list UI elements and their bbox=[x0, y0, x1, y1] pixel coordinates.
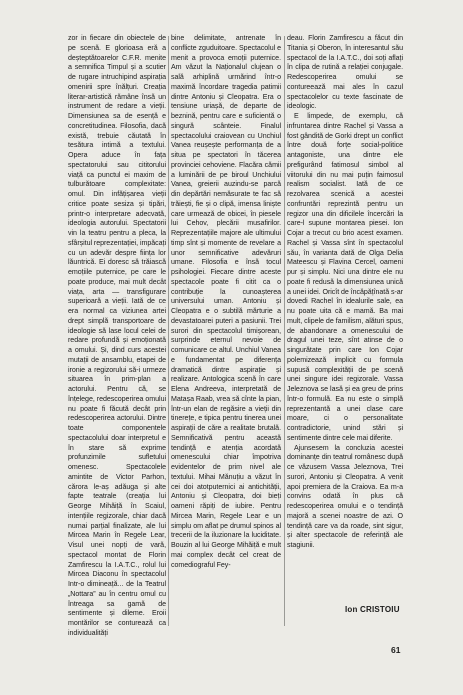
column-3-paragraph-1: deau. Florin Zamfirescu a făcut din Titania și Oberon, în interesantul său spectacol de la I.A.T.C., doi soți aflați în clipa de rutină a relației conjugale. Redescoperirea omului se contureează mai ales în cazul spectacolelor cu texte fascinate de ideologic. bbox=[287, 34, 403, 111]
column-3-paragraph-3: Ajunsesem la concluzia acestei dominanțe din teatrul românesc după ce văzusem Vassa Jeleznova, Trei surori, Antoniu și Cleopatra. A venit apoi premiera de la Craiova. Ea m-a convins odată în plus că redescoperirea omului e o tendință majoră a scenei noastre de azi. O tendință care va da roade, sint sigur, și alter spectacole de referință ale stagiunii. bbox=[287, 443, 403, 549]
column-divider-1 bbox=[168, 36, 169, 626]
author-signature: Ion CRISTOIU bbox=[345, 605, 400, 614]
text-column-1 bbox=[68, 34, 166, 637]
column-divider-2 bbox=[284, 36, 285, 626]
column-2-paragraph-1: bine delimitate, antrenate în conflicte zguduitoare. Spectacolul e menit a provoca emoții puternice. Am văzut la Naționalul clujean o sală arhiplină urmărind într-o maximă încordare tragedia patimii dintre Antoniu și Cleopatra. Era o tensiune uriașă, de departe de beznină, pentru care e suficientă o singură scânteie. Finalul spectacolului craiovean cu Unchiul Vanea reușește performanța de a situa pe spectatori în tăcerea provinciei cehoviene. Flacăra cămii a luminării de pe biroul Unchiului Vanea, greierii auzindu-se parcă din depărtări nemăsurate te fac să trăiești, fie și o clipă, imensa liniște care urmează de obicei, în piesele lui Cehov, plecării musafirilor. Reprezentațiile majore ale ultimului timp sînt și momente de revelare a unor semnificative adevăruri umane. Filosofia e însă tocul psihologiei. Fiecare dintre aceste spectacole poate fi citit ca o contribuție la cunoașterea universului uman. Antoniu și Cleopatra e o subtilă mărturie a devastatoarei puteri a pasiunii. Trei surori din spectacolul timișorean, surprinde eternul nevoie de comunicare ce altul. Unchiul Vanea e fundamentat pe diferența dramatică dintre aspirație și realizare. Antologica scenă în care Elena Andreeva, interpretată de Matașa Raab, vrea să cînte la pian, într-un elan de regăsire a vieții din tinerețe, e tipica pentru tinerea unei aspirații de căre a realitate brutală. Semnificativă pentru această tendință e atenția acordată omenescului chiar împotriva evidentelor de prim nivel ale textului. Mihai Mănuțiu a văzut în cei doi atotputernici ai antichității, Antoniu și Cleopatra, doi bieți oameni răpiți de iubire. Pentru Mircea Marin, Regele Lear e un simplu om aflat pe drumul spinos al trecerii de la iluzionare la luciditate. Bouzin al lui George Mihăiță e mult mai complex decât cel creat de comediograful Fey- bbox=[171, 34, 281, 569]
column-1-paragraph-1: zor in fiecare din obiectele de pe scenă. E glorioasa eră a deșteptătoarelor C.F.R. menite a semnifica Timpul și a scutier de rugare intruchipind aspirația omenirii spre înălțuri. Creația literar-artistică rămâne însă un instrument de redare a vieții. Dimensiunea sa de esență e concretitudinea. Filosofia, dacă există, trebuie căutată în tesătura intimă a textului. Opera aduce în fața spectatorului sau cititorului viață ca punctul ei maxim de tulburătoare complexitate: omul. Din infățișarea vieții critice poate sesiza și tipări, printr-o interpretare adecvată, ideologia autorului. Spectatorii vin la teatru pentru a pleca, la sfârșitul reprezentației, impăcați cu un adevăr despre ființa lor lăuntrică. Ei doresc să trăiască emoțiile puternice, pe care le poate produce, mai mult decât viața, arta — transfigurare superioară a vieții. Iată de ce era normal ca viziunea artei drept simplă transportoare de ideologie să lase locul celei de redare profundă și emoționată a omului. Și, dind curs acestei mutații de ansamblu, etapei de ironie a regizorului să-i urmeze situarea în prim-plan a actorului. Pentru că, se înțelege, redescoperirea omului nu poate fi făcută decât prin redescoperirea actorului. Dintre toate componentele spectacolului doar interpretul e în stare să exprime profunzimile sufletului omenesc. Spectacolele amintite de Victor Parhon, cărora le-aș adăuga și alte fapte teatrale (creația lui George Mihăiță în Scaiul, intențiile regizorale, chiar dacă numai parțial finalizate, ale lui Mircea Marin în Regele Lear, Visul unei nopți de vară, spectacol montat de Florin Zamfirescu la I.A.T.C., rolul lui Mircea Diaconu în spectacolul Intr-o dimineață... de la Teatrul „Nottara” au în centru omul cu întreaga sa gamă de sentimente și dileme. Eroii montărilor se conturează ca individualități bbox=[68, 34, 166, 637]
column-3-paragraph-2: E limpede, de exemplu, că infruntarea dintre Rachel și Vassa a fost gândită de Gorki drept un conflict între două forțe social-politice antagoniste, una dintre ele prefigurând fatimosul simbol al viitorului din nu mai puțin faimosul realism socialist. Iată de ce rezolvarea scenică a acestei confruntări reprezintă pentru un regizor una din dificilele încercări la care-l supune montarea piesei. Ion Cojar a trecut cu brio acest examen. Rachel și Vassa sînt în spectacolul său, în varianta dată de Olga Delia Mateescu și Flavina Cercel, oameni pur și simplu. Nici una dintre ele nu poate fi redusă la dimensiunea unică a unei idei. Oricît de încăpățînată s-ar dovedi Rachel în idealurile sale, ea nu poate uita că e mamă. Ba mai mult, clipele de familism, alături spus, de abandonare a omenescului de dragul unei teze, sînt atinse de o singurătate prin care Ion Cojar polemizează implicit cu formula supusă complexității de pe scenă unei singure idei regizorale. Vassa Jeleznova se lasă și ea greu de prins într-o formulă. Ea nu este o simplă reprezentantă a unei clase care moare, ci o personalitate contradictorie, unind stări și sentimente dintre cele mai diferite. bbox=[287, 112, 403, 442]
text-column-2 bbox=[171, 34, 281, 632]
page-number: 61 bbox=[391, 645, 401, 655]
text-column-3 bbox=[287, 34, 403, 589]
